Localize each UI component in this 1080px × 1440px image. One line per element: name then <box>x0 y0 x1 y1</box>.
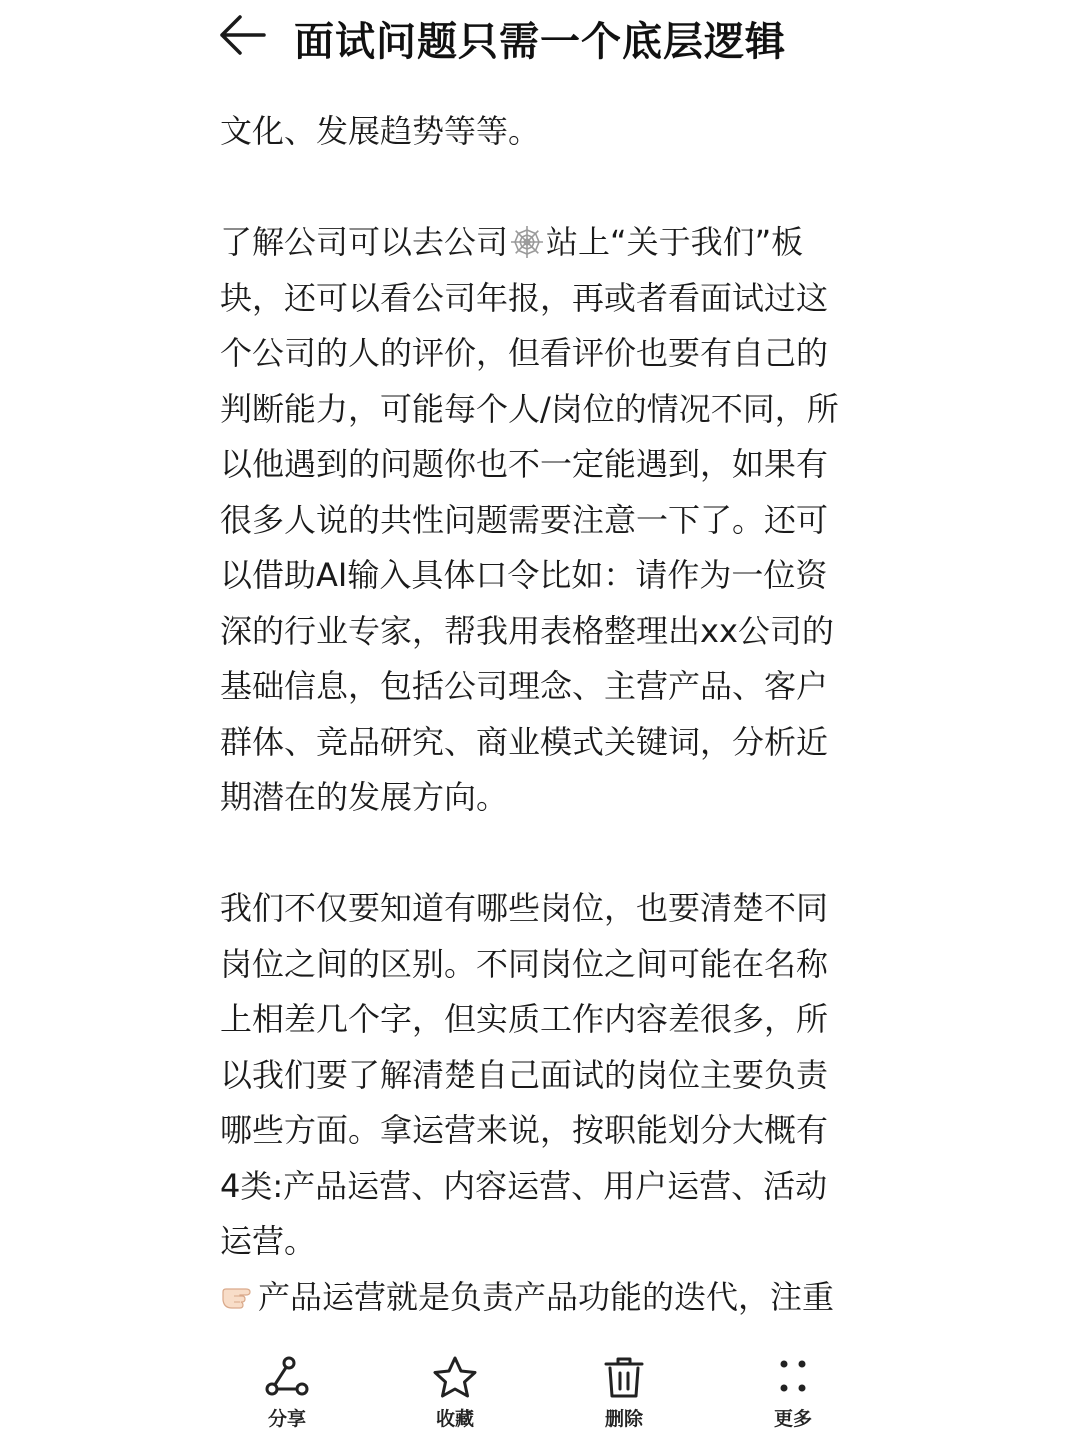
text-line: 判断能力，可能每个人/岗位的情况不同，所 <box>220 389 839 428</box>
more-dots-icon <box>768 1354 818 1402</box>
text-line: 基础信息，包括公司理念、主营产品、客户 <box>220 667 829 705</box>
share-button[interactable] <box>232 1354 342 1440</box>
header <box>0 0 1080 80</box>
text-line: 4类:产品运营、内容运营、用户运营、活动 <box>220 1166 828 1205</box>
spider-web-icon <box>508 223 546 261</box>
more-button[interactable] <box>738 1354 848 1440</box>
text-segment: 产品运营就是负责产品功能的迭代，注重 <box>258 1277 835 1316</box>
text-line: 群体、竞品研究、商业模式关键词，分析近 <box>220 722 829 761</box>
favorite-label: 收藏 <box>435 1408 474 1430</box>
text-line: 哪些方面。拿运营来说，按职能划分大概有 <box>220 1111 829 1149</box>
share-icon <box>262 1354 312 1402</box>
paragraph-1 <box>220 104 860 160</box>
arrow-left-icon <box>218 12 268 58</box>
back-button[interactable] <box>218 12 268 58</box>
text-line <box>220 1270 860 1326</box>
text-line: 文化、发展趋势等等。 <box>220 112 541 150</box>
text-line: 以他遇到的问题你也不一定能遇到，如果有 <box>220 445 829 483</box>
text-line: 以借助AI输入具体口令比如：请作为一位资 <box>220 556 828 594</box>
pointing-hand-icon <box>220 1274 258 1306</box>
text-segment: 站上“关于我们”板 <box>546 223 804 261</box>
paragraph-3 <box>220 881 860 1344</box>
share-label: 分享 <box>267 1408 306 1430</box>
favorite-button[interactable] <box>400 1354 510 1440</box>
article-body <box>220 104 860 1344</box>
text-line: 块，还可以看公司年报，再或者看面试过这 <box>220 278 829 317</box>
text-line: 运营。 <box>220 1222 317 1260</box>
delete-label: 删除 <box>604 1408 643 1430</box>
star-icon <box>430 1354 480 1402</box>
text-line: 个公司的人的评价，但看评价也要有自己的 <box>220 334 829 372</box>
delete-button[interactable] <box>569 1354 679 1440</box>
text-line: 我们不仅要知道有哪些岗位，也要清楚不同 <box>220 889 829 927</box>
text-line: 以我们要了解清楚自己面试的岗位主要负责 <box>220 1055 829 1094</box>
paragraph-2 <box>220 215 860 826</box>
text-line: 深的行业专家，帮我用表格整理出xx公司的 <box>220 611 834 650</box>
text-line: 岗位之间的区别。不同岗位之间可能在名称 <box>220 944 829 983</box>
bottom-action-bar <box>0 1340 1080 1440</box>
text-line: 上相差几个字，但实质工作内容差很多，所 <box>220 1000 829 1038</box>
more-label: 更多 <box>773 1408 812 1430</box>
trash-icon <box>599 1354 649 1402</box>
text-line <box>220 215 860 271</box>
text-segment: 了解公司可以去公司 <box>220 223 509 261</box>
text-line: 期潜在的发展方向。 <box>220 778 509 816</box>
page-title: 面试问题只需一个底层逻辑 <box>294 19 786 65</box>
text-line: 很多人说的共性问题需要注意一下了。还可 <box>220 500 829 539</box>
